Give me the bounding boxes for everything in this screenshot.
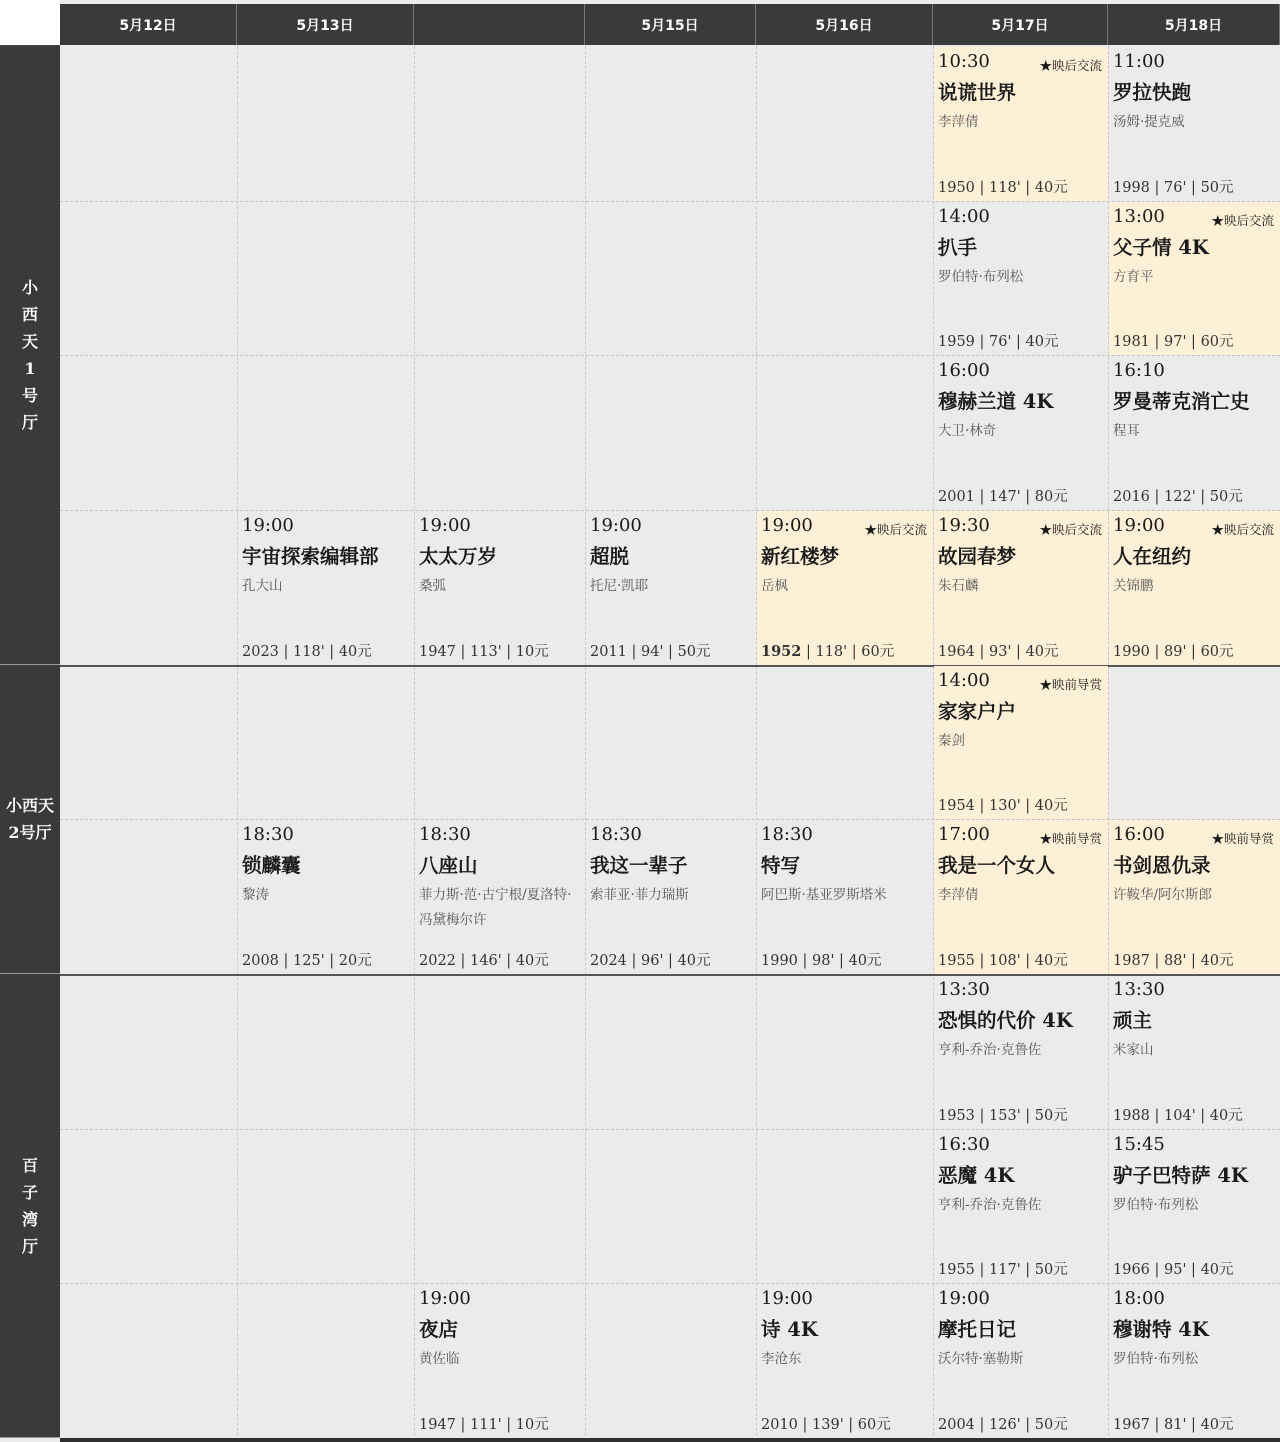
ticket-price: 40元 xyxy=(1209,1108,1243,1124)
film-meta: 1981 | 97' | 60元 xyxy=(1113,334,1234,350)
film-year: 1988 xyxy=(1113,1108,1150,1124)
ticket-price: 20元 xyxy=(338,953,372,969)
film-duration: 147' xyxy=(989,489,1021,505)
film-duration: 117' xyxy=(989,1262,1021,1278)
session-card[interactable] xyxy=(1109,511,1280,665)
session-time: 19:00 xyxy=(419,1288,471,1309)
film-duration: 88' xyxy=(1164,953,1187,969)
film-meta: 2022 | 146' | 40元 xyxy=(419,953,549,969)
film-director: 李沧东 xyxy=(761,1351,802,1367)
film-meta: 1955 | 108' | 40元 xyxy=(938,953,1068,969)
film-duration: 98' xyxy=(812,953,835,969)
film-meta: 1967 | 81' | 40元 xyxy=(1113,1417,1234,1433)
film-year: 1952 xyxy=(761,643,802,660)
film-title: 宇宙探索编辑部 xyxy=(242,545,379,568)
film-year: 1998 xyxy=(1113,180,1150,196)
session-time: 19:30 xyxy=(938,515,990,536)
film-director: 岳枫 xyxy=(761,578,788,594)
film-year: 1964 xyxy=(938,644,975,660)
session-note: ★映后交流 xyxy=(1039,58,1102,73)
film-meta: 1966 | 95' | 40元 xyxy=(1113,1262,1234,1278)
session-time: 16:00 xyxy=(938,360,990,381)
film-director: 许鞍华/阿尔斯郎 xyxy=(1113,887,1213,903)
film-year: 2023 xyxy=(242,644,279,660)
session-time: 18:30 xyxy=(590,824,642,845)
session-card[interactable] xyxy=(1109,1284,1280,1438)
session-card[interactable] xyxy=(934,511,1108,665)
date-header-1: 5月13日 xyxy=(237,4,414,45)
session-card[interactable] xyxy=(757,820,933,974)
film-director: 罗伯特·布列松 xyxy=(938,269,1024,285)
film-title: 家家户户 xyxy=(938,700,1017,723)
film-duration: 89' xyxy=(1164,644,1187,660)
ticket-price: 40元 xyxy=(1034,953,1068,969)
film-year: 2008 xyxy=(242,953,279,969)
film-title: 恐惧的代价 4K xyxy=(938,1009,1073,1032)
film-director: 黎涛 xyxy=(242,887,269,903)
ticket-price: 40元 xyxy=(848,953,882,969)
hall-label-2 xyxy=(0,974,60,1438)
session-card[interactable] xyxy=(1109,47,1280,201)
session-card[interactable] xyxy=(934,666,1108,819)
film-director: 方育平 xyxy=(1113,269,1154,285)
session-time: 13:00 xyxy=(1113,206,1165,227)
film-meta: 1955 | 117' | 50元 xyxy=(938,1262,1068,1278)
session-time: 18:30 xyxy=(419,824,471,845)
hall-label-0 xyxy=(0,46,60,665)
hall-name: 百子湾厅 xyxy=(21,1155,38,1256)
film-year: 2016 xyxy=(1113,489,1150,505)
film-director: 关锦鹏 xyxy=(1113,578,1154,594)
film-year: 1966 xyxy=(1113,1262,1150,1278)
film-duration: 108' xyxy=(989,953,1021,969)
film-year: 1959 xyxy=(938,334,975,350)
film-year: 1967 xyxy=(1113,1417,1150,1433)
film-duration: 93' xyxy=(989,644,1012,660)
film-meta: 2010 | 139' | 60元 xyxy=(761,1417,891,1433)
film-duration: 125' xyxy=(293,953,325,969)
ticket-price: 50元 xyxy=(1034,1108,1068,1124)
film-meta: 1950 | 118' | 40元 xyxy=(938,180,1068,196)
film-director: 李萍倩 xyxy=(938,887,979,903)
hall-name: 小西天2号厅 xyxy=(5,796,54,842)
ticket-price: 40元 xyxy=(1025,334,1059,350)
film-duration: 104' xyxy=(1164,1108,1196,1124)
ticket-price: 10元 xyxy=(515,1417,549,1433)
film-meta: 1990 | 89' | 60元 xyxy=(1113,644,1234,660)
ticket-price: 50元 xyxy=(1209,489,1243,505)
film-duration: 118' xyxy=(989,180,1021,196)
session-note: ★映后交流 xyxy=(1211,213,1274,228)
ticket-price: 60元 xyxy=(861,644,895,660)
film-duration: 130' xyxy=(989,798,1021,814)
film-year: 1953 xyxy=(938,1108,975,1124)
film-director: 大卫·林奇 xyxy=(938,423,997,439)
film-director: 汤姆·提克威 xyxy=(1113,114,1185,130)
film-director: 桑弧 xyxy=(419,578,446,594)
film-meta: 2008 | 125' | 20元 xyxy=(242,953,372,969)
session-time: 14:00 xyxy=(938,670,990,691)
date-header-0: 5月12日 xyxy=(60,4,237,45)
film-director: 亨利-乔治·克鲁佐 xyxy=(938,1197,1042,1213)
ticket-price: 40元 xyxy=(1034,798,1068,814)
session-time: 11:00 xyxy=(1113,51,1165,72)
ticket-price: 80元 xyxy=(1034,489,1068,505)
session-card[interactable] xyxy=(1109,356,1280,510)
session-time: 18:30 xyxy=(761,824,813,845)
film-title: 父子情 4K xyxy=(1113,236,1209,259)
film-year: 1954 xyxy=(938,798,975,814)
bottom-bar xyxy=(60,1438,1280,1442)
film-director: 托尼·凯耶 xyxy=(590,578,649,594)
film-director: 朱石麟 xyxy=(938,578,979,594)
film-duration: 94' xyxy=(641,644,664,660)
session-time: 16:30 xyxy=(938,1134,990,1155)
film-director: 孔大山 xyxy=(242,578,283,594)
film-title: 锁麟囊 xyxy=(242,854,301,877)
ticket-price: 40元 xyxy=(515,953,549,969)
hall-label-1 xyxy=(0,665,60,974)
film-meta: 1947 | 111' | 10元 xyxy=(419,1417,549,1433)
film-year: 1987 xyxy=(1113,953,1150,969)
film-duration: 113' xyxy=(470,644,502,660)
ticket-price: 40元 xyxy=(1200,1262,1234,1278)
session-card[interactable] xyxy=(757,1284,933,1438)
session-card[interactable] xyxy=(415,820,585,974)
session-note: ★映前导赏 xyxy=(1211,831,1274,846)
session-card[interactable] xyxy=(586,511,756,665)
film-year: 2001 xyxy=(938,489,975,505)
ticket-price: 40元 xyxy=(338,644,372,660)
film-title: 驴子巴特萨 4K xyxy=(1113,1164,1248,1187)
session-time: 10:30 xyxy=(938,51,990,72)
film-meta: 2004 | 126' | 50元 xyxy=(938,1417,1068,1433)
film-duration: 139' xyxy=(812,1417,844,1433)
film-title: 书剑恩仇录 xyxy=(1113,854,1211,877)
ticket-price: 50元 xyxy=(1200,180,1234,196)
film-year: 1950 xyxy=(938,180,975,196)
session-time: 19:00 xyxy=(1113,515,1165,536)
film-duration: 146' xyxy=(470,953,502,969)
film-director: 沃尔特·塞勒斯 xyxy=(938,1351,1024,1367)
session-time: 17:00 xyxy=(938,824,990,845)
session-card[interactable] xyxy=(934,820,1108,974)
ticket-price: 40元 xyxy=(1200,953,1234,969)
session-card[interactable] xyxy=(415,511,585,665)
session-time: 19:00 xyxy=(761,515,813,536)
film-title: 我这一辈子 xyxy=(590,854,688,877)
film-meta: 1990 | 98' | 40元 xyxy=(761,953,882,969)
column-divider xyxy=(756,46,757,1441)
film-meta: 2011 | 94' | 50元 xyxy=(590,644,711,660)
film-meta: 2016 | 122' | 50元 xyxy=(1113,489,1243,505)
session-card[interactable] xyxy=(757,511,933,665)
film-title: 罗曼蒂克消亡史 xyxy=(1113,390,1250,413)
ticket-price: 40元 xyxy=(1025,644,1059,660)
film-meta: 1954 | 130' | 40元 xyxy=(938,798,1068,814)
ticket-price: 60元 xyxy=(1200,644,1234,660)
ticket-price: 50元 xyxy=(1034,1417,1068,1433)
session-time: 19:00 xyxy=(761,1288,813,1309)
film-year: 1981 xyxy=(1113,334,1150,350)
session-card[interactable] xyxy=(238,820,414,974)
film-year: 1955 xyxy=(938,953,975,969)
film-duration: 126' xyxy=(989,1417,1021,1433)
film-duration: 118' xyxy=(815,644,848,660)
session-time: 19:00 xyxy=(938,1288,990,1309)
date-header-2 xyxy=(414,4,585,45)
film-meta: 1947 | 113' | 10元 xyxy=(419,644,549,660)
session-time: 19:00 xyxy=(590,515,642,536)
film-title: 恶魔 4K xyxy=(938,1164,1015,1187)
film-title: 顽主 xyxy=(1113,1009,1153,1032)
film-director: 程耳 xyxy=(1113,423,1140,439)
film-duration: 76' xyxy=(1164,180,1187,196)
film-title: 新红楼梦 xyxy=(761,545,840,568)
film-meta: 1998 | 76' | 50元 xyxy=(1113,180,1234,196)
film-meta: 1988 | 104' | 40元 xyxy=(1113,1108,1243,1124)
film-year: 2024 xyxy=(590,953,627,969)
film-director: 亨利-乔治·克鲁佐 xyxy=(938,1042,1042,1058)
film-meta: 1964 | 93' | 40元 xyxy=(938,644,1059,660)
film-duration: 122' xyxy=(1164,489,1196,505)
session-card[interactable] xyxy=(586,820,756,974)
film-year: 1990 xyxy=(1113,644,1150,660)
session-time: 16:00 xyxy=(1113,824,1165,845)
film-director: 罗伯特·布列松 xyxy=(1113,1197,1199,1213)
film-title: 夜店 xyxy=(419,1318,459,1341)
session-note: ★映前导赏 xyxy=(1039,677,1102,692)
header-corner xyxy=(0,0,60,46)
film-duration: 96' xyxy=(641,953,664,969)
film-title: 人在纽约 xyxy=(1113,545,1192,568)
film-year: 2022 xyxy=(419,953,456,969)
film-director: 阿巴斯·基亚罗斯塔米 xyxy=(761,887,887,903)
film-director: 菲力斯·范·古宁根/夏洛特·冯黛梅尔许 xyxy=(419,887,572,928)
film-title: 我是一个女人 xyxy=(938,854,1056,877)
date-header-4: 5月16日 xyxy=(756,4,933,45)
session-time: 18:00 xyxy=(1113,1288,1165,1309)
film-meta: 2023 | 118' | 40元 xyxy=(242,644,372,660)
session-time: 14:00 xyxy=(938,206,990,227)
ticket-price: 50元 xyxy=(677,644,711,660)
film-title: 扒手 xyxy=(938,236,978,259)
session-card[interactable] xyxy=(1109,202,1280,355)
session-note: ★映后交流 xyxy=(864,522,927,537)
film-year: 2004 xyxy=(938,1417,975,1433)
film-meta: 1959 | 76' | 40元 xyxy=(938,334,1059,350)
session-card[interactable] xyxy=(934,975,1108,1129)
film-title: 说谎世界 xyxy=(938,81,1017,104)
film-duration: 111' xyxy=(470,1417,502,1433)
film-year: 2011 xyxy=(590,644,627,660)
session-time: 13:30 xyxy=(1113,979,1165,1000)
film-meta: 1953 | 153' | 50元 xyxy=(938,1108,1068,1124)
ticket-price: 60元 xyxy=(857,1417,891,1433)
film-year: 1947 xyxy=(419,644,456,660)
film-meta: 1952 | 118' | 60元 xyxy=(761,643,895,660)
film-meta: 2024 | 96' | 40元 xyxy=(590,953,711,969)
film-title: 穆赫兰道 4K xyxy=(938,390,1054,413)
ticket-price: 40元 xyxy=(1034,180,1068,196)
film-year: 1947 xyxy=(419,1417,456,1433)
hall-name: 小西天1号厅 xyxy=(21,278,38,432)
film-duration: 76' xyxy=(989,334,1012,350)
column-divider xyxy=(414,46,415,1441)
ticket-price: 50元 xyxy=(1034,1262,1068,1278)
film-meta: 2001 | 147' | 80元 xyxy=(938,489,1068,505)
film-duration: 118' xyxy=(293,644,325,660)
session-card[interactable] xyxy=(934,202,1108,355)
film-director: 索菲亚·菲力瑞斯 xyxy=(590,887,689,903)
session-time: 19:00 xyxy=(419,515,471,536)
film-director: 罗伯特·布列松 xyxy=(1113,1351,1199,1367)
date-header-5: 5月17日 xyxy=(933,4,1108,45)
session-time: 15:45 xyxy=(1113,1134,1165,1155)
film-title: 罗拉快跑 xyxy=(1113,81,1192,104)
date-header-3: 5月15日 xyxy=(585,4,756,45)
film-year: 1990 xyxy=(761,953,798,969)
ticket-price: 60元 xyxy=(1200,334,1234,350)
film-duration: 153' xyxy=(989,1108,1021,1124)
ticket-price: 10元 xyxy=(515,644,549,660)
ticket-price: 40元 xyxy=(1200,1417,1234,1433)
film-title: 摩托日记 xyxy=(938,1318,1017,1341)
session-time: 16:10 xyxy=(1113,360,1165,381)
film-title: 特写 xyxy=(761,854,801,877)
session-card[interactable] xyxy=(238,511,414,665)
session-card[interactable] xyxy=(934,356,1108,510)
film-year: 2010 xyxy=(761,1417,798,1433)
session-time: 18:30 xyxy=(242,824,294,845)
column-divider xyxy=(237,46,238,1441)
film-director: 黄佐临 xyxy=(419,1351,460,1367)
session-card[interactable] xyxy=(1109,1130,1280,1283)
film-title: 诗 4K xyxy=(761,1318,818,1341)
session-card[interactable] xyxy=(934,47,1108,201)
film-duration: 97' xyxy=(1164,334,1187,350)
column-divider xyxy=(585,46,586,1441)
session-card[interactable] xyxy=(415,1284,585,1438)
film-director: 秦剑 xyxy=(938,733,965,749)
film-director: 李萍倩 xyxy=(938,114,979,130)
film-meta: 1987 | 88' | 40元 xyxy=(1113,953,1234,969)
session-card[interactable] xyxy=(934,1284,1108,1438)
film-title: 八座山 xyxy=(419,854,478,877)
film-title: 故园春梦 xyxy=(938,545,1017,568)
session-card[interactable] xyxy=(1109,975,1280,1129)
session-note: ★映前导赏 xyxy=(1039,831,1102,846)
film-director: 米家山 xyxy=(1113,1042,1154,1058)
session-time: 13:30 xyxy=(938,979,990,1000)
ticket-price: 40元 xyxy=(677,953,711,969)
session-note: ★映后交流 xyxy=(1039,522,1102,537)
session-card[interactable] xyxy=(934,1130,1108,1283)
session-card[interactable] xyxy=(1109,820,1280,974)
film-duration: 81' xyxy=(1164,1417,1187,1433)
film-duration: 95' xyxy=(1164,1262,1187,1278)
film-title: 超脱 xyxy=(590,545,630,568)
film-year: 1955 xyxy=(938,1262,975,1278)
film-title: 穆谢特 4K xyxy=(1113,1318,1209,1341)
session-note: ★映后交流 xyxy=(1211,522,1274,537)
film-title: 太太万岁 xyxy=(419,545,498,568)
date-header-6: 5月18日 xyxy=(1108,4,1280,45)
session-time: 19:00 xyxy=(242,515,294,536)
